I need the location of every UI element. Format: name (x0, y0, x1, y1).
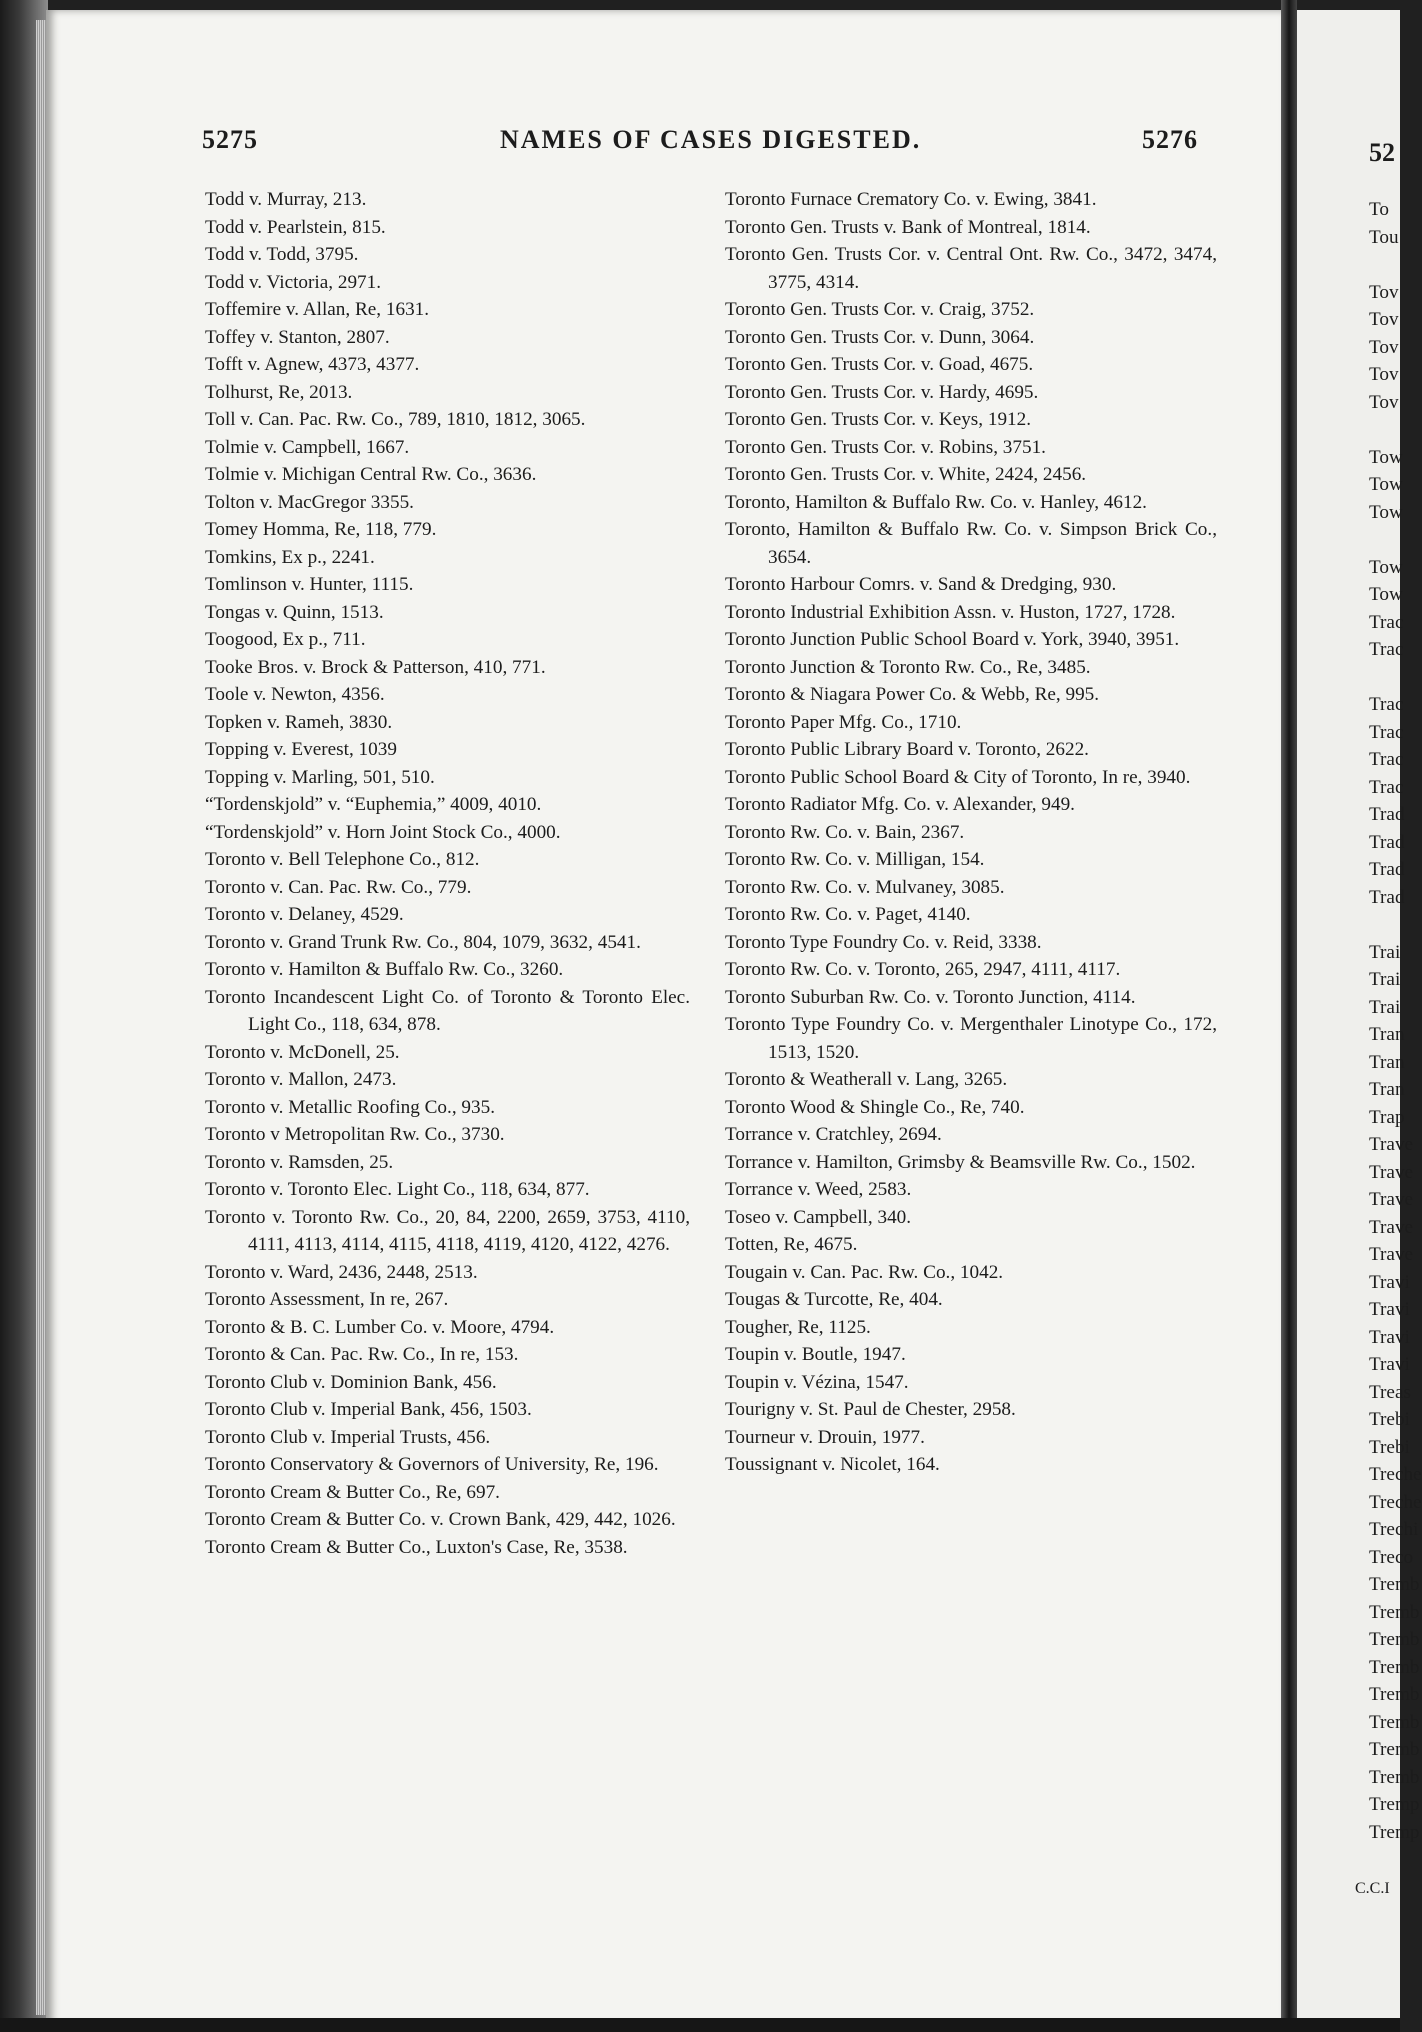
case-entry: Toffey v. Stanton, 2807. (205, 326, 390, 348)
case-entry: Torrance v. Cratchley, 2694. (725, 1124, 942, 1145)
case-entry: Toogood, Ex p., 711. (205, 629, 366, 650)
case-entry: Toseo v. Campbell, 340. (725, 1206, 912, 1228)
case-entry: Toronto Gen. Trusts v. Bank of Montreal, 1814. (725, 216, 1091, 238)
case-entry: Toronto v. Bell Telephone Co., 812. (205, 849, 480, 870)
adjacent-page-line: Tremb (1369, 1711, 1420, 1733)
case-entry: Toronto, Hamilton & Buffalo Rw. Co. v. Simpson Brick Co., 3654. (725, 519, 1217, 568)
case-entry: Tourneur v. Drouin, 1977. (725, 1426, 925, 1448)
adjacent-page-line: Tov (1369, 336, 1399, 358)
case-entry: Toronto Radiator Mfg. Co. v. Alexander, 949. (725, 794, 1075, 815)
adjacent-page-line: Tran (1369, 1079, 1405, 1100)
adjacent-page-line: Tremp (1369, 1821, 1420, 1843)
case-entry: Toronto Public Library Board v. Toronto, 2622. (725, 739, 1089, 760)
case-entry: Tolmie v. Michigan Central Rw. Co., 3636. (205, 464, 537, 485)
case-index-column-left (205, 186, 690, 1561)
adjacent-page-line: Tov (1369, 309, 1399, 330)
case-entry: Toronto & Weatherall v. Lang, 3265. (725, 1069, 1008, 1090)
case-entry: Tomey Homma, Re, 118, 779. (205, 519, 437, 540)
case-entry: Todd v. Pearlstein, 815. (205, 216, 386, 238)
case-entry: Toronto Junction & Toronto Rw. Co., Re, 3485. (725, 656, 1091, 678)
adjacent-page-line: Tow (1369, 446, 1403, 468)
adjacent-page-line (1369, 251, 1422, 279)
case-entry: Toronto v. Metallic Roofing Co., 935. (205, 1096, 495, 1118)
case-entry: Tofft v. Agnew, 4373, 4377. (205, 354, 420, 375)
case-entry: Toronto v. Ramsden, 25. (205, 1151, 394, 1173)
adjacent-page-line: Tow (1369, 556, 1403, 578)
case-entry: Toronto Type Foundry Co. v. Reid, 3338. (725, 931, 1042, 953)
adjacent-page-line: Trave (1369, 1134, 1414, 1155)
adjacent-page-line: Tremb (1369, 1601, 1420, 1623)
adjacent-page-line: Trechi (1369, 1519, 1419, 1540)
adjacent-page-line: Trave (1369, 1216, 1414, 1238)
case-entry: Tougher, Re, 1125. (725, 1316, 871, 1338)
page-number-left: 5275 (202, 125, 258, 154)
adjacent-page-line: Treche (1369, 1491, 1422, 1513)
case-entry: Toronto Rw. Co. v. Paget, 4140. (725, 904, 971, 925)
case-entry: Toupin v. Vézina, 1547. (725, 1371, 909, 1393)
adjacent-page-line: Trac (1369, 639, 1404, 660)
adjacent-page-line (1369, 664, 1422, 692)
case-entry: Toronto Cream & Butter Co., Luxton's Case, Re, 3538. (205, 1536, 628, 1558)
case-entry: Toronto Incandescent Light Co. of Toronto & Toronto Elec. Light Co., 118, 634, 878. (205, 986, 690, 1035)
case-entry: Toronto & Niagara Power Co. & Webb, Re, 995. (725, 684, 1100, 705)
case-entry: Torrance v. Hamilton, Grimsby & Beamsville Rw. Co., 1502. (725, 1151, 1196, 1173)
case-entry: Toronto & Can. Pac. Rw. Co., In re, 153. (205, 1344, 519, 1365)
case-index-column-right (725, 186, 1217, 1479)
case-entry: Toronto Gen. Trusts Cor. v. Hardy, 4695. (725, 381, 1039, 403)
case-entry: Toronto v. Hamilton & Buffalo Rw. Co., 3260. (205, 959, 564, 980)
case-entry: Toronto Furnace Crematory Co. v. Ewing, 3841. (725, 189, 1097, 210)
case-entry: Toronto Gen. Trusts Cor. v. Central Ont. Rw. Co., 3472, 3474, 3775, 4314. (725, 244, 1217, 293)
case-entry: Toronto Rw. Co. v. Milligan, 154. (725, 849, 985, 870)
case-entry: Tomkins, Ex p., 2241. (205, 546, 375, 568)
adjacent-page-line: Treche (1369, 1464, 1422, 1485)
case-entry: Toronto Harbour Comrs. v. Sand & Dredging, 930. (725, 574, 1117, 595)
case-entry: Toronto v. Toronto Elec. Light Co., 118, 634, 877. (205, 1179, 590, 1200)
adjacent-page-column (1369, 196, 1422, 1846)
case-entry: Toronto Gen. Trusts Cor. v. Keys, 1912. (725, 409, 1032, 430)
case-entry: Toronto v. Delaney, 4529. (205, 904, 404, 925)
case-entry: Toronto Club v. Imperial Bank, 456, 1503. (205, 1399, 532, 1420)
case-entry: Toronto v. Ward, 2436, 2448, 2513. (205, 1261, 478, 1283)
adjacent-page-line: Trai (1369, 969, 1401, 990)
case-entry: Topken v. Rameh, 3830. (205, 711, 393, 733)
adjacent-page-number: 52 (1369, 138, 1395, 167)
case-entry: Toronto & B. C. Lumber Co. v. Moore, 4794. (205, 1316, 555, 1338)
scan-bottom-border (0, 2018, 1400, 2032)
adjacent-page-line: Travi (1369, 1271, 1410, 1293)
case-entry: Tolton v. MacGregor 3355. (205, 491, 414, 513)
case-entry: Topping v. Marling, 501, 510. (205, 766, 435, 788)
case-entry: Tougain v. Can. Pac. Rw. Co., 1042. (725, 1261, 1004, 1283)
case-entry: Toronto v. Grand Trunk Rw. Co., 804, 1079, 3632, 4541. (205, 931, 641, 953)
case-entry: Tooke Bros. v. Brock & Patterson, 410, 771. (205, 656, 546, 678)
adjacent-page-line: Tremb (1369, 1574, 1420, 1595)
adjacent-page-line: Trai (1369, 996, 1401, 1018)
adjacent-page-line: Tremb (1369, 1629, 1420, 1650)
adjacent-page-line: Trebi (1369, 1409, 1410, 1430)
adjacent-page-line: Travi (1369, 1354, 1410, 1375)
case-entry: Tongas v. Quinn, 1513. (205, 601, 384, 623)
adjacent-page-line: Tov (1369, 391, 1399, 413)
case-entry: Toronto Gen. Trusts Cor. v. Robins, 3751. (725, 436, 1046, 458)
page-number-right: 5276 (1142, 125, 1198, 154)
adjacent-page-line: Trave (1369, 1189, 1414, 1210)
case-entry: Todd v. Todd, 3795. (205, 244, 359, 265)
case-entry: Toronto Paper Mfg. Co., 1710. (725, 711, 962, 733)
case-entry: Toronto Gen. Trusts Cor. v. Dunn, 3064. (725, 326, 1035, 348)
adjacent-page-line: Trad (1369, 804, 1405, 825)
case-entry: Toupin v. Boutle, 1947. (725, 1344, 906, 1365)
case-entry: “Tordenskjold” v. Horn Joint Stock Co., 4000. (205, 821, 561, 843)
adjacent-page-line: Tow (1369, 584, 1403, 605)
book-gutter (1281, 0, 1297, 2032)
adjacent-page-line: Travi (1369, 1299, 1410, 1320)
case-entry: Toronto Club v. Dominion Bank, 456. (205, 1371, 497, 1393)
adjacent-page-line: Tow (1369, 474, 1403, 495)
case-entry: Tolhurst, Re, 2013. (205, 381, 353, 403)
adjacent-page-line: Trac (1369, 694, 1404, 715)
adjacent-page-line: Trad (1369, 886, 1405, 908)
adjacent-page-line (1369, 911, 1422, 939)
adjacent-page-footer: C.C.I (1355, 1880, 1390, 1897)
adjacent-page-line: Trad (1369, 859, 1405, 880)
adjacent-page-line: Tov (1369, 281, 1399, 303)
adjacent-page-partial (1297, 10, 1422, 2025)
case-entry: Todd v. Victoria, 2971. (205, 271, 382, 293)
adjacent-page-line: Tremb (1369, 1656, 1420, 1678)
case-entry: “Tordenskjold” v. “Euphemia,” 4009, 4010. (205, 794, 542, 815)
case-entry: Toronto v Metropolitan Rw. Co., 3730. (205, 1124, 505, 1145)
page-edges (36, 20, 46, 2015)
case-entry: Toronto Club v. Imperial Trusts, 456. (205, 1426, 491, 1448)
case-entry: Toll v. Can. Pac. Rw. Co., 789, 1810, 1812, 3065. (205, 409, 586, 430)
adjacent-page-line: Trac (1369, 721, 1404, 743)
case-entry: Toronto v. Toronto Rw. Co., 20, 84, 2200, 2659, 3753, 4110, 4111, 4113, 4114, 4115, 4118, 4119, 4120, 4122, 4276. (205, 1206, 690, 1255)
case-entry: Toussignant v. Nicolet, 164. (725, 1454, 940, 1475)
case-entry: Toronto Wood & Shingle Co., Re, 740. (725, 1096, 1025, 1118)
adjacent-page-line: Trai (1369, 941, 1401, 963)
adjacent-page-line: Trebi (1369, 1436, 1410, 1458)
adjacent-page-line: Tremp (1369, 1794, 1420, 1815)
adjacent-page-line: Tremb (1369, 1766, 1420, 1788)
case-entry: Toronto Rw. Co. v. Bain, 2367. (725, 821, 965, 843)
adjacent-page-line: Tov (1369, 364, 1399, 385)
adjacent-page-line: Treco (1369, 1546, 1414, 1568)
adjacent-page-line (1369, 416, 1422, 444)
case-entry: Toffemire v. Allan, Re, 1631. (205, 299, 430, 320)
case-entry: Torrance v. Weed, 2583. (725, 1179, 912, 1200)
adjacent-page-line: Trac (1369, 776, 1404, 798)
case-entry: Tougas & Turcotte, Re, 404. (725, 1289, 943, 1310)
adjacent-page-line: Trave (1369, 1244, 1414, 1265)
adjacent-page-line: Trac (1369, 749, 1404, 770)
case-entry: Toronto Gen. Trusts Cor. v. White, 2424, 2456. (725, 464, 1087, 485)
case-entry: Tourigny v. St. Paul de Chester, 2958. (725, 1399, 1016, 1420)
case-entry: Toronto Industrial Exhibition Assn. v. Huston, 1727, 1728. (725, 601, 1176, 623)
adjacent-page-line: Tow (1369, 501, 1403, 523)
case-entry: Toronto Gen. Trusts Cor. v. Craig, 3752. (725, 299, 1035, 320)
adjacent-page-line: To (1369, 199, 1389, 220)
adjacent-page-line: Tremb (1369, 1739, 1420, 1760)
adjacent-page-line: Tran (1369, 1051, 1405, 1073)
case-entry: Toronto Type Foundry Co. v. Mergenthaler Linotype Co., 172, 1513, 1520. (725, 1014, 1217, 1063)
adjacent-page-line: Trad (1369, 831, 1405, 853)
case-entry: Toronto v. Mallon, 2473. (205, 1069, 397, 1090)
adjacent-page-line: Treas (1369, 1381, 1411, 1403)
case-entry: Toronto Suburban Rw. Co. v. Toronto Junction, 4114. (725, 986, 1136, 1008)
case-entry: Toronto Public School Board & City of Toronto, In re, 3940. (725, 766, 1191, 788)
case-entry: Toronto Cream & Butter Co. v. Crown Bank, 429, 442, 1026. (205, 1509, 676, 1530)
adjacent-page-line: Travi (1369, 1326, 1410, 1348)
case-entry: Toronto v. McDonell, 25. (205, 1041, 400, 1063)
case-entry: Totten, Re, 4675. (725, 1234, 858, 1255)
adjacent-page-line: Trave (1369, 1161, 1414, 1183)
page-title: NAMES OF CASES DIGESTED. (500, 125, 922, 154)
adjacent-page-line (1369, 526, 1422, 554)
adjacent-page-line: Tou (1369, 226, 1399, 248)
case-entry: Toronto Junction Public School Board v. York, 3940, 3951. (725, 629, 1180, 650)
case-entry: Toole v. Newton, 4356. (205, 684, 385, 705)
case-entry: Toronto, Hamilton & Buffalo Rw. Co. v. Hanley, 4612. (725, 491, 1147, 513)
case-entry: Tomlinson v. Hunter, 1115. (205, 574, 414, 595)
case-entry: Toronto Cream & Butter Co., Re, 697. (205, 1481, 500, 1503)
case-entry: Toronto Gen. Trusts Cor. v. Goad, 4675. (725, 354, 1034, 375)
case-entry: Toronto Assessment, In re, 267. (205, 1289, 449, 1310)
case-entry: Toronto Rw. Co. v. Toronto, 265, 2947, 4111, 4117. (725, 959, 1121, 980)
case-entry: Toronto Conservatory & Governors of University, Re, 196. (205, 1454, 659, 1475)
adjacent-page-line: Tremb (1369, 1684, 1420, 1705)
case-entry: Tolmie v. Campbell, 1667. (205, 436, 410, 458)
adjacent-page-line: Trap (1369, 1106, 1405, 1128)
adjacent-page-line: Trac (1369, 611, 1404, 633)
case-entry: Toronto v. Can. Pac. Rw. Co., 779. (205, 876, 472, 898)
case-entry: Topping v. Everest, 1039 (205, 739, 397, 760)
case-entry: Todd v. Murray, 213. (205, 189, 367, 210)
case-entry: Toronto Rw. Co. v. Mulvaney, 3085. (725, 876, 1005, 898)
adjacent-page-line: Tran (1369, 1024, 1405, 1045)
